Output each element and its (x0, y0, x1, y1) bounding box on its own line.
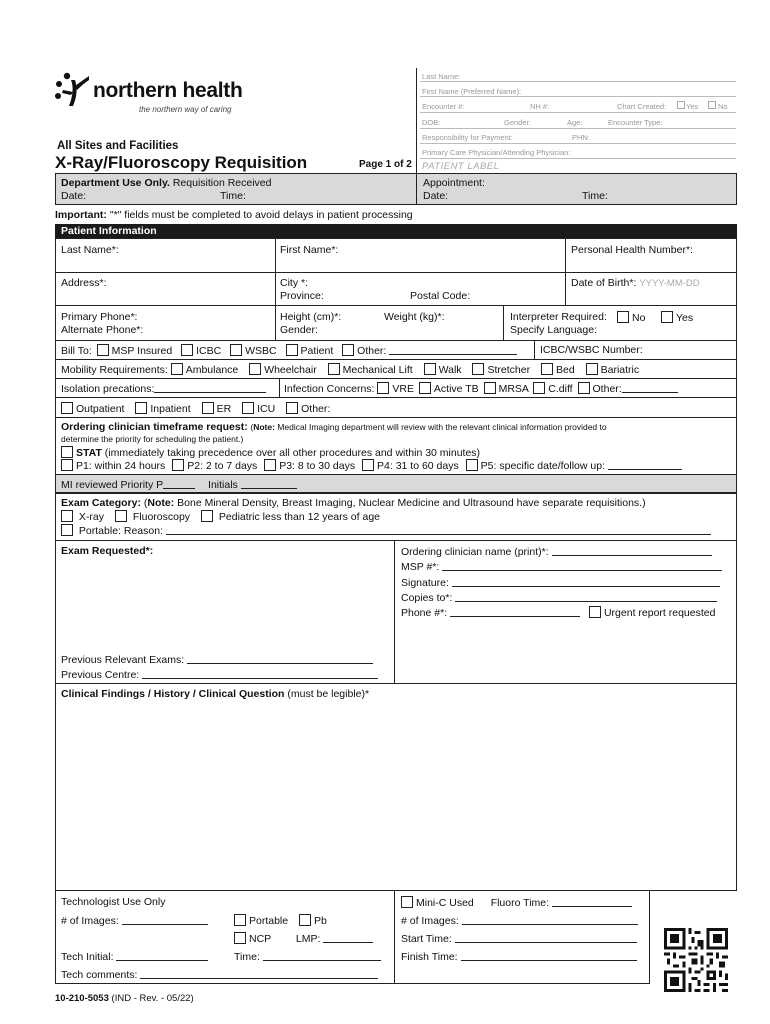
mobility-bed-checkbox[interactable] (541, 363, 553, 375)
qr-code-icon (664, 928, 728, 992)
patient-info-heading: Patient Information (61, 225, 157, 237)
label-last-name: Last Name: (422, 72, 461, 81)
icbc-wsbc-number-label: ICBC/WSBC Number: (540, 344, 643, 356)
northern-health-logo (55, 70, 245, 120)
mobility-ambulance-checkbox[interactable] (171, 363, 183, 375)
dob-placeholder[interactable]: YYYY-MM-DD (639, 278, 700, 289)
msp-number-label: MSP #*: (401, 561, 440, 573)
patient-label-placeholder: PATIENT LABEL (422, 161, 500, 172)
appointment-label: Appointment: (423, 177, 485, 189)
previous-centre-label: Previous Centre: (61, 669, 140, 681)
interpreter-label: Interpreter Required: (510, 311, 607, 323)
address-label: Address*: (61, 277, 107, 289)
label-phn: PHN: (572, 133, 590, 142)
phone-label: Phone #*: (401, 607, 448, 619)
label-age: Age: (567, 118, 583, 127)
wsbc-checkbox[interactable] (230, 344, 242, 356)
tech-initial-field[interactable] (116, 950, 208, 961)
page-number: Page 1 of 2 (359, 159, 412, 170)
infection-other-checkbox[interactable] (578, 382, 590, 394)
form-number: 10-210-5053 (55, 993, 109, 1004)
exam-requested-field[interactable] (60, 560, 388, 650)
isolation-label: Isolation precations: (61, 383, 155, 395)
finish-time-field[interactable] (461, 950, 637, 961)
height-label: Height (cm)*: (280, 311, 342, 323)
mobility-stretcher-checkbox[interactable] (472, 363, 484, 375)
copies-to-field[interactable] (455, 591, 717, 602)
tech-comments-label: Tech comments: (61, 969, 138, 981)
patient-bill-checkbox[interactable] (286, 344, 298, 356)
label-gender: Gender: (504, 118, 532, 127)
stat-checkbox[interactable] (61, 446, 73, 458)
dept-time: Time: (220, 190, 246, 202)
clinical-findings-field[interactable] (60, 704, 730, 886)
tech-ncp-checkbox[interactable] (234, 932, 246, 944)
primary-phone-label: Primary Phone*: (61, 311, 138, 323)
chart-yes-checkbox[interactable] (677, 101, 685, 109)
clinical-findings-suffix: (must be legible)* (287, 688, 370, 700)
urgent-report-checkbox[interactable] (589, 606, 601, 618)
tech-lmp-field[interactable] (323, 932, 373, 943)
label-first-name: First Name (Preferred Name): (422, 87, 522, 96)
label-chart-yes: Yes (686, 102, 699, 111)
timeframe-note: Medical Imaging department will review with the relevant clinical information provided to (277, 422, 607, 432)
appointment-time: Time: (582, 190, 608, 202)
previous-exams-label: Previous Relevant Exams: (61, 654, 185, 666)
weight-label: Weight (kg)*: (384, 311, 445, 323)
p3-checkbox[interactable] (264, 459, 276, 471)
start-time-field[interactable] (455, 932, 637, 943)
tech-images-field[interactable] (122, 914, 208, 925)
fluoroscopy-checkbox[interactable] (115, 510, 127, 522)
exam-category-note-label: Note: (147, 497, 175, 509)
stat-label: STAT (76, 447, 102, 459)
mobility-wheelchair-checkbox[interactable] (249, 363, 261, 375)
patient-info-header (55, 224, 737, 238)
mobility-bariatric-checkbox[interactable] (586, 363, 598, 375)
fluoro-time-field[interactable] (552, 896, 632, 907)
important-text: "*" fields must be completed to avoid delays in patient processing (109, 209, 413, 221)
province-label: Province: (280, 290, 324, 302)
bill-other-field[interactable] (389, 344, 517, 355)
tech-time-field[interactable] (263, 950, 381, 961)
important-label: Important: (55, 209, 107, 221)
p1-checkbox[interactable] (61, 459, 73, 471)
page-title: X-Ray/Fluoroscopy Requisition (55, 153, 308, 172)
icbc-checkbox[interactable] (181, 344, 193, 356)
label-dob: DOB: (422, 118, 441, 127)
pediatric-checkbox[interactable] (201, 510, 213, 522)
exam-category-note: Bone Mineral Density, Breast Imaging, Nuclear Medicine and Ultrasound have separate requisitions.) (177, 497, 646, 509)
label-chart-created: Chart Created: (617, 102, 667, 111)
er-checkbox[interactable] (202, 402, 214, 414)
previous-centre-field[interactable] (142, 668, 378, 679)
first-name-label: First Name*: (280, 244, 339, 256)
interpreter-no-checkbox[interactable] (617, 311, 629, 323)
mi-priority-label: MI reviewed Priority P (61, 479, 164, 491)
fluoro-time-label: Fluoro Time: (490, 897, 550, 909)
timeframe-note-2: determine the priority for scheduling the patient.) (61, 434, 244, 444)
label-encounter-type: Encounter Type: (608, 118, 663, 127)
clinical-findings-heading: Clinical Findings / History / Clinical Question (61, 688, 285, 700)
infection-mrsa-checkbox[interactable] (484, 382, 496, 394)
mobility-walk-checkbox[interactable] (424, 363, 436, 375)
phn-label: Personal Health Number*: (571, 244, 693, 256)
brand-tagline: the northern way of caring (139, 105, 232, 114)
bill-other-checkbox[interactable] (342, 344, 354, 356)
isolation-field[interactable] (154, 382, 266, 393)
mi-initials-label: Initials (208, 479, 238, 491)
label-chart-no: No (718, 102, 728, 111)
previous-exams-field[interactable] (187, 653, 373, 664)
tech-portable-checkbox[interactable] (234, 914, 246, 926)
label-primary-care: Primary Care Physician/Attending Physician: (422, 148, 571, 157)
copies-to-label: Copies to*: (401, 592, 453, 604)
timeframe-note-label: Note: (253, 422, 275, 432)
interpreter-yes[interactable]: Yes (661, 311, 693, 324)
p2-checkbox[interactable] (172, 459, 184, 471)
clinician-name-label: Ordering clinician name (print)*: (401, 546, 549, 558)
dob-label: Date of Birth*: (571, 277, 637, 289)
specify-language-label: Specify Language: (510, 324, 597, 336)
timeframe-heading: Ordering clinician timeframe request: (61, 421, 248, 433)
infection-active-tb-checkbox[interactable] (419, 382, 431, 394)
signature-field[interactable] (452, 576, 720, 587)
appointment-date: Date: (423, 190, 449, 202)
portable-reason-field[interactable] (166, 524, 711, 535)
mini-c-checkbox[interactable] (401, 896, 413, 908)
sites-label: All Sites and Facilities (57, 140, 179, 152)
infection-vre-checkbox[interactable] (377, 382, 389, 394)
clinician-name-field[interactable] (552, 545, 712, 556)
dept-date: Date: (61, 190, 87, 202)
mobility-label: Mobility Requirements: (61, 364, 168, 376)
city-label: City *: (280, 277, 309, 289)
address-field[interactable] (60, 290, 270, 302)
form-revision: (IND - Rev. - 05/22) (111, 993, 194, 1004)
last-name-field[interactable] (60, 258, 270, 270)
tech-time-label: Time: (234, 951, 260, 963)
exam-requested-label: Exam Requested*: (61, 545, 154, 557)
interpreter-yes-checkbox[interactable] (661, 311, 673, 323)
tech-initial-label: Tech Initial: (61, 951, 114, 963)
gender-label: Gender: (280, 324, 318, 336)
start-time-label: Start Time: (401, 933, 452, 945)
infection-cdiff-checkbox[interactable] (533, 382, 545, 394)
chart-no-checkbox[interactable] (708, 101, 716, 109)
icu-checkbox[interactable] (242, 402, 254, 414)
setting-other-checkbox[interactable] (286, 402, 298, 414)
last-name-label: Last Name*: (61, 244, 119, 256)
p5-date-field[interactable] (608, 459, 682, 470)
tech-lmp-label: LMP: (295, 933, 321, 945)
dept-received: Requisition Received (172, 177, 272, 189)
xray-checkbox[interactable] (61, 510, 73, 522)
infection-concerns-label: Infection Concerns: (284, 383, 375, 395)
label-responsibility: Responsibility for Payment: (422, 133, 513, 142)
finish-time-label: Finish Time: (401, 951, 458, 963)
inpatient-checkbox[interactable] (135, 402, 147, 414)
msp-number-field[interactable] (442, 560, 722, 571)
signature-label: Signature: (401, 577, 449, 589)
tech-images2-label: # of Images: (401, 915, 459, 927)
tech-pb-checkbox[interactable] (299, 914, 311, 926)
stat-text: (immediately taking precedence over all other procedures and within 30 minutes) (104, 447, 481, 459)
phone-field[interactable] (450, 606, 580, 617)
label-nh: NH #: (530, 102, 550, 111)
postal-code-label: Postal Code: (410, 290, 471, 302)
tech-comments-field[interactable] (140, 968, 378, 979)
portable-checkbox[interactable] (61, 524, 73, 536)
tech-images2-field[interactable] (462, 914, 638, 925)
outpatient-checkbox[interactable] (61, 402, 73, 414)
p4-checkbox[interactable] (362, 459, 374, 471)
brand-name: northern health (93, 79, 243, 102)
msp-insured-checkbox[interactable] (97, 344, 109, 356)
alternate-phone-label: Alternate Phone*: (61, 324, 144, 336)
dept-heading: Department Use Only. (61, 177, 170, 189)
label-encounter: Encounter #: (422, 102, 465, 111)
figure-icon (55, 72, 91, 110)
mobility-mechanical-lift-checkbox[interactable] (328, 363, 340, 375)
p5-checkbox[interactable] (466, 459, 478, 471)
exam-category-heading: Exam Category: (61, 497, 141, 509)
first-name-field[interactable] (280, 258, 560, 270)
tech-images-label: # of Images: (61, 915, 119, 927)
bill-to-label: Bill To: (61, 345, 92, 357)
technologist-heading: Technologist Use Only (61, 896, 166, 908)
phn-field[interactable] (571, 258, 731, 270)
urgent-report-label: Urgent report requested (603, 607, 716, 619)
infection-other-field[interactable] (622, 382, 678, 393)
interpreter-no[interactable]: No (617, 311, 645, 324)
